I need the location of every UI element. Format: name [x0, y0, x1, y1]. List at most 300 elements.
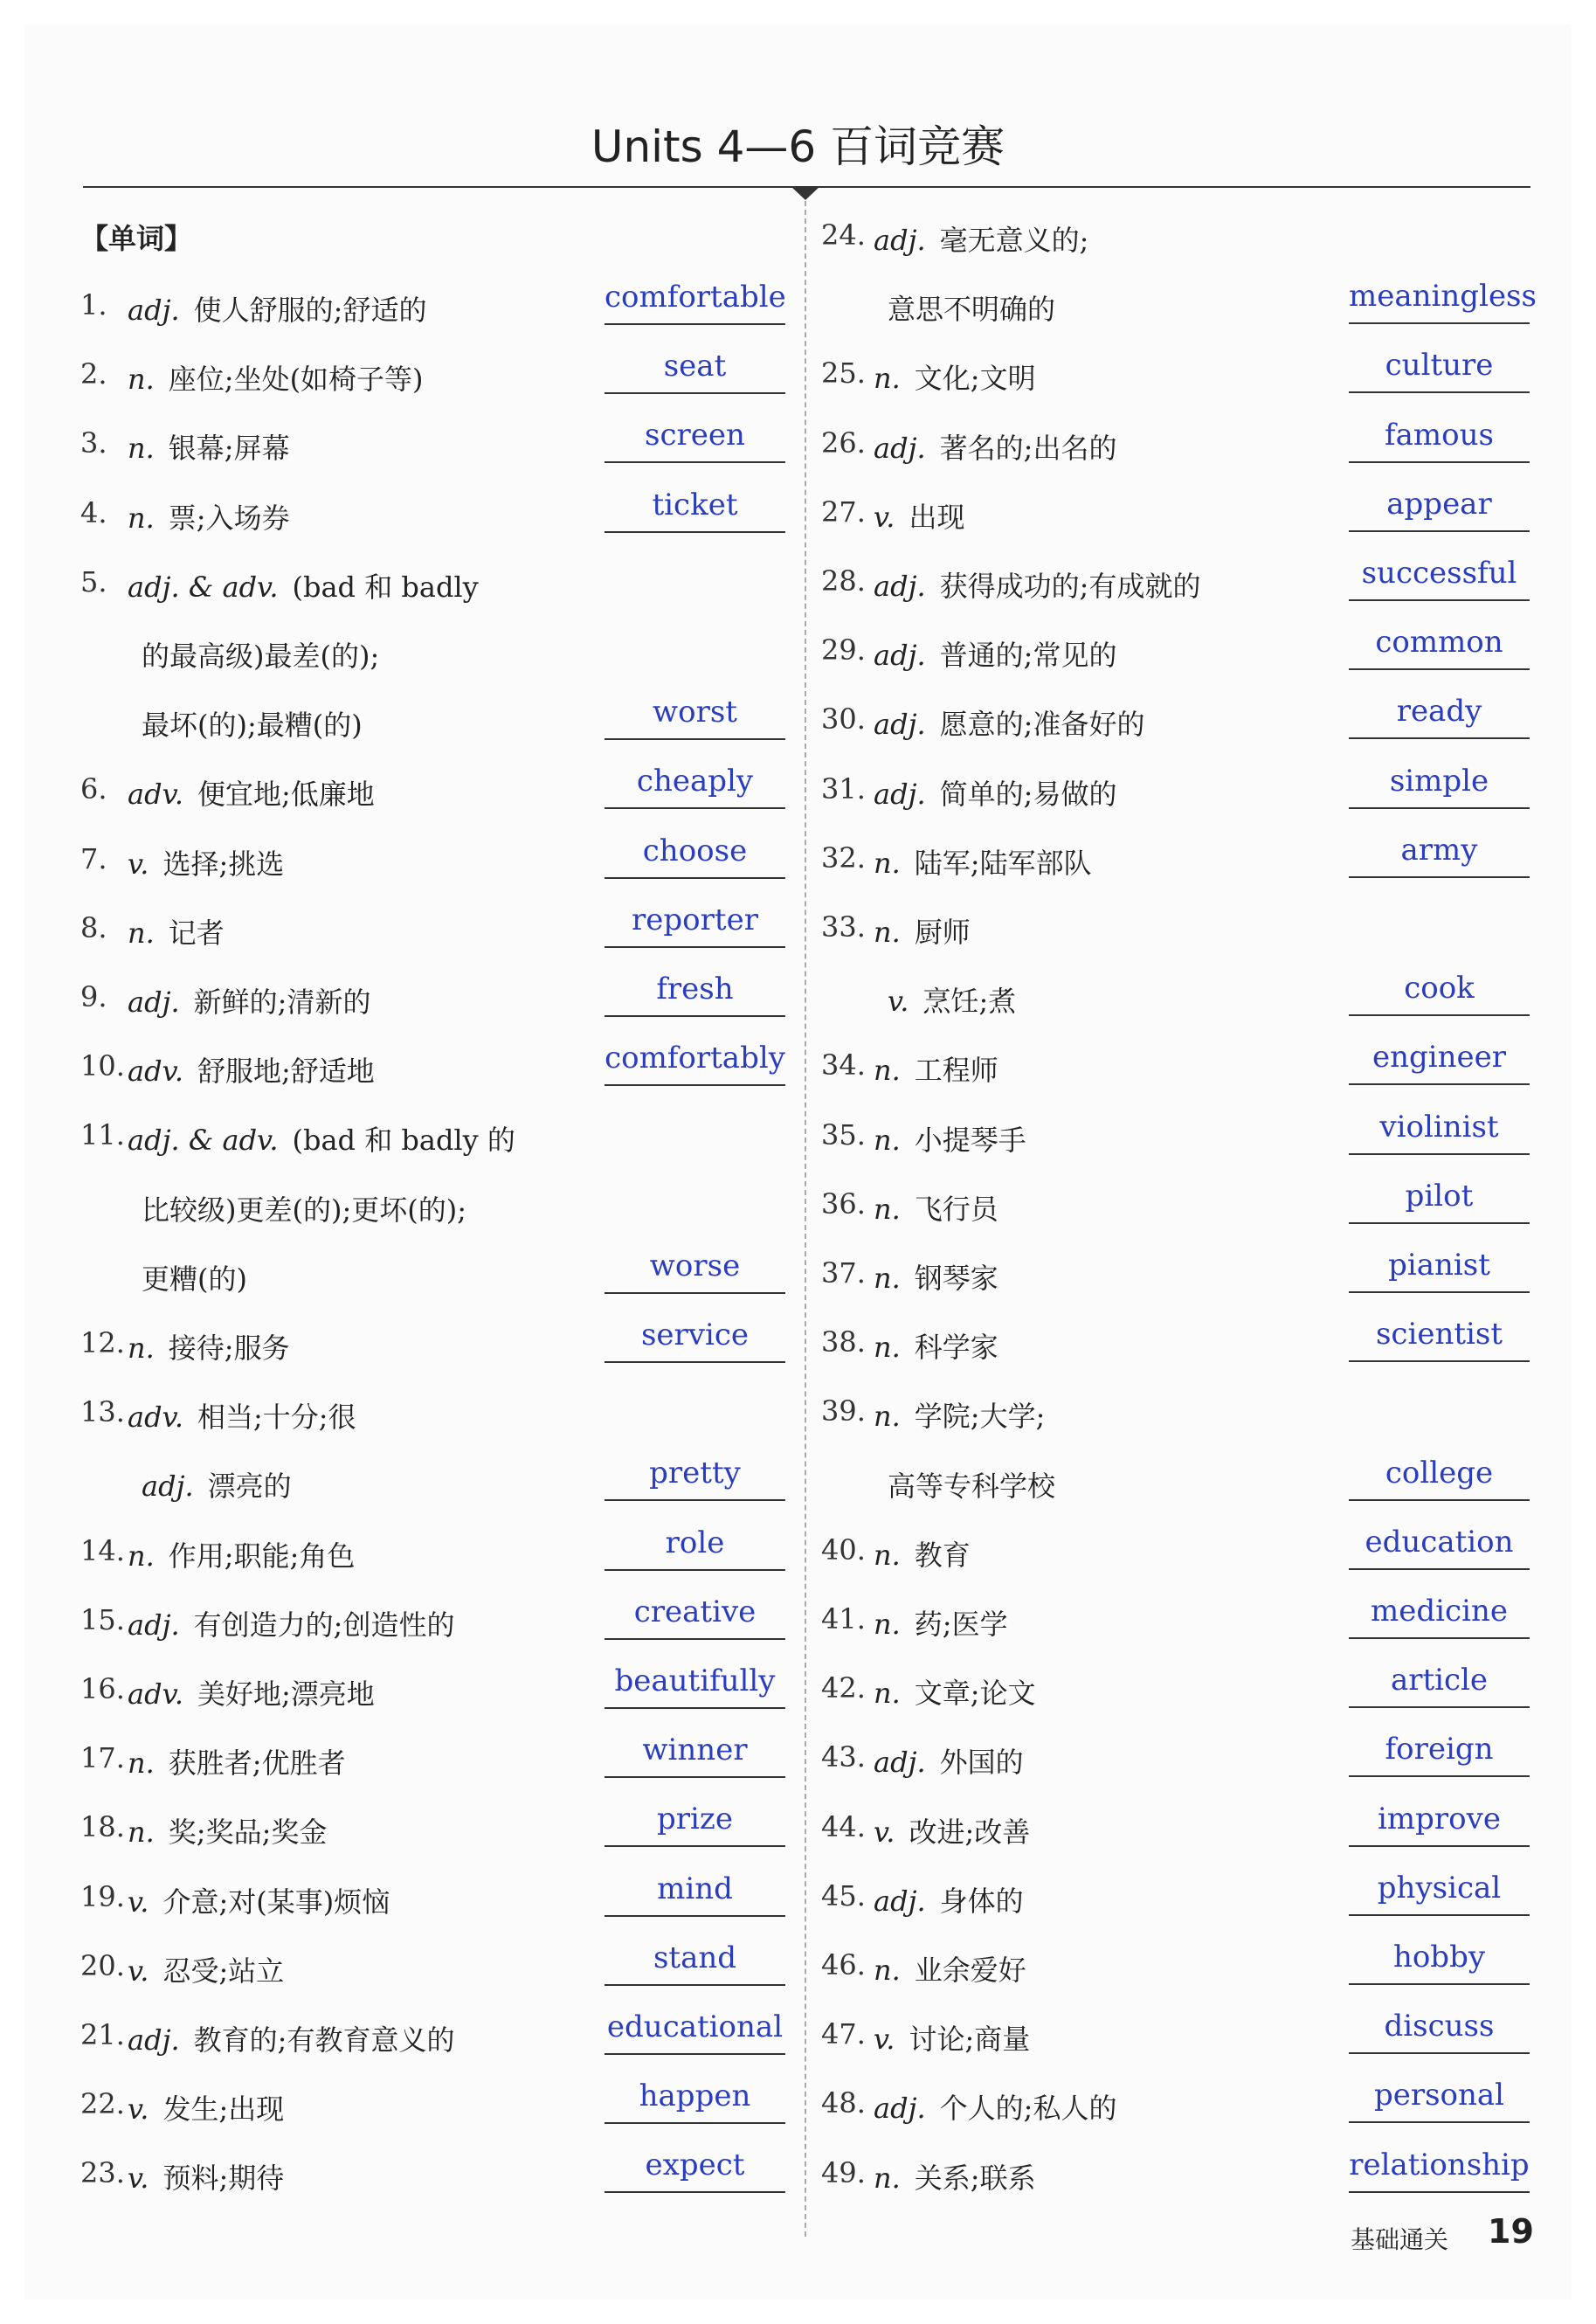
- item-number: 3.: [80, 426, 107, 460]
- answer-word: cheaply: [636, 764, 754, 799]
- vocab-line: [821, 1110, 1530, 1179]
- answer-blank-line: [1349, 599, 1530, 601]
- part-of-speech: n.: [874, 1954, 901, 1987]
- answer-word: creative: [633, 1594, 757, 1629]
- definition-text: 毫无意义的;: [939, 224, 1089, 257]
- part-of-speech: n.: [874, 1608, 901, 1641]
- part-of-speech: n.: [874, 1400, 901, 1434]
- answer-word: screen: [645, 418, 745, 453]
- item-number: 31.: [821, 771, 866, 806]
- part-of-speech: adj.: [128, 1608, 180, 1642]
- item-number: 47.: [821, 2017, 866, 2051]
- item-number: 14.: [80, 1533, 125, 1567]
- definition: [128, 1949, 284, 1989]
- vocab-line: [80, 1663, 792, 1733]
- part-of-speech: n.: [128, 501, 155, 535]
- definition-text: 获胜者;优胜者: [168, 1746, 346, 1781]
- definition-text: 关系;联系: [914, 2161, 1036, 2195]
- definition-text: 更糟(的): [142, 1262, 247, 1296]
- part-of-speech: n.: [874, 1054, 901, 1088]
- definition-text: 高等专科学校: [888, 1469, 1056, 1503]
- answer-word: common: [1375, 625, 1503, 661]
- answer-word: happen: [639, 2078, 751, 2114]
- part-of-speech: n.: [874, 1538, 901, 1572]
- answer-word: famous: [1385, 417, 1494, 453]
- part-of-speech: adj.: [874, 1884, 926, 1918]
- definition: [874, 1740, 1024, 1781]
- item-number: 18.: [80, 1810, 125, 1844]
- section-heading: 【单词】: [80, 222, 193, 255]
- part-of-speech: adj.: [874, 708, 926, 742]
- answer-word: meaningless: [1349, 279, 1537, 315]
- vocab-line: [821, 625, 1530, 695]
- vocab-line: [80, 418, 792, 488]
- item-number: 39.: [821, 1394, 866, 1428]
- part-of-speech: adv.: [128, 778, 184, 812]
- footer-label: 基础通关: [1351, 2225, 1449, 2254]
- answer-blank-line: [605, 461, 785, 463]
- definition: [888, 1464, 1055, 1504]
- definition-text: 作用;职能;角色: [168, 1539, 356, 1573]
- vocab-line: [821, 833, 1530, 903]
- vocab-line: [821, 1871, 1530, 1940]
- definition: [128, 980, 370, 1020]
- vocab-line: [80, 1248, 792, 1318]
- part-of-speech: n.: [128, 363, 155, 397]
- item-number: 40.: [821, 1532, 866, 1567]
- definition-text: 身体的: [939, 1884, 1024, 1918]
- answer-blank-line: [1349, 1706, 1530, 1708]
- answer-blank-line: [1349, 1222, 1530, 1224]
- answer-blank-line: [1349, 2191, 1530, 2193]
- vocab-line: [821, 279, 1537, 349]
- item-number: 30.: [821, 702, 866, 737]
- answer-word: scientist: [1375, 1317, 1503, 1352]
- answer-word: medicine: [1371, 1594, 1508, 1629]
- item-number: 37.: [821, 1256, 866, 1290]
- item-number: 35.: [821, 1117, 866, 1152]
- definition: [128, 288, 426, 329]
- definition-text: 改进;改善: [909, 1815, 1031, 1849]
- part-of-speech: adj.: [874, 1746, 926, 1780]
- definition: [874, 1810, 1030, 1850]
- answer-word: stand: [653, 1940, 737, 1975]
- answer-word: improve: [1378, 1801, 1501, 1836]
- definition-text: 获得成功的;有成就的: [939, 570, 1201, 603]
- definition: [874, 633, 1116, 674]
- answer-blank-line: [605, 1084, 785, 1086]
- answer-blank-line: [605, 531, 785, 533]
- part-of-speech: adj.: [142, 1470, 194, 1504]
- part-of-speech: n.: [874, 846, 901, 880]
- part-of-speech: n.: [874, 2161, 901, 2195]
- definition-text: 学院;大学;: [914, 1400, 1046, 1434]
- answer-blank-line: [1349, 461, 1530, 463]
- vocab-line: [80, 1733, 792, 1802]
- definition: [874, 495, 964, 536]
- item-number: 34.: [821, 1048, 866, 1082]
- definition-text: 选择;挑选: [162, 847, 285, 881]
- definition: [142, 1188, 466, 1228]
- part-of-speech: n.: [874, 1262, 901, 1295]
- definition: [128, 565, 479, 605]
- vocab-line: [821, 1386, 1530, 1456]
- part-of-speech: v.: [128, 1954, 149, 1988]
- vocab-line: [821, 1940, 1530, 2009]
- part-of-speech: n.: [874, 1677, 901, 1711]
- definition: [128, 2087, 284, 2127]
- vocab-line: [80, 1525, 792, 1595]
- answer-word: pianist: [1388, 1248, 1490, 1283]
- part-of-speech: n.: [874, 362, 901, 396]
- vocab-line: [821, 1802, 1530, 1871]
- item-number: 23.: [80, 2156, 125, 2190]
- vocab-line: [80, 1318, 792, 1387]
- definition-text: 出现: [909, 500, 965, 534]
- answer-word: article: [1390, 1663, 1489, 1698]
- definition: [874, 356, 1036, 397]
- definition-text: 工程师: [914, 1054, 998, 1088]
- definition-text: 记者: [168, 916, 225, 950]
- answer-word: comfortable: [605, 280, 786, 315]
- column-divider: [805, 201, 806, 2237]
- vocab-line: [821, 902, 1530, 972]
- vocab-line: [80, 488, 792, 557]
- answer-blank-line: [1349, 530, 1530, 532]
- item-number: 45.: [821, 1878, 866, 1912]
- vocab-line: [80, 1594, 792, 1664]
- part-of-speech: n.: [874, 1331, 901, 1365]
- definition: [874, 1187, 998, 1228]
- vocab-line: [80, 833, 792, 903]
- answer-blank-line: [1349, 1014, 1530, 1016]
- vocab-line: [821, 2009, 1530, 2078]
- answer-word: mind: [657, 1871, 733, 1906]
- definition-text: 座位;坐处(如椅子等): [168, 363, 424, 397]
- part-of-speech: adj.: [128, 986, 180, 1019]
- vocab-line: [80, 764, 792, 833]
- definition-text: 比较级)更差(的);更坏(的);: [142, 1193, 466, 1227]
- answer-blank-line: [1349, 737, 1530, 739]
- definition-text: 业余爱好: [914, 1954, 1026, 1987]
- answer-word: physical: [1377, 1870, 1502, 1906]
- answer-blank-line: [1349, 391, 1530, 393]
- definition: [128, 911, 225, 951]
- definition-text: 使人舒服的;舒适的: [193, 294, 427, 327]
- answer-word: seat: [663, 349, 727, 384]
- vocab-line: [821, 487, 1530, 557]
- item-number: 13.: [80, 1395, 125, 1429]
- answer-blank-line: [1349, 2121, 1530, 2123]
- item-number: 36.: [821, 1186, 866, 1221]
- definition: [874, 1671, 1036, 1712]
- vocab-line: [80, 695, 792, 764]
- answer-word: college: [1385, 1455, 1494, 1491]
- answer-blank-line: [605, 807, 785, 809]
- part-of-speech: v.: [874, 1815, 895, 1849]
- answer-blank-line: [605, 1845, 785, 1847]
- part-of-speech: v.: [128, 2161, 149, 2196]
- vocab-line: [821, 2148, 1530, 2217]
- definition-text: 教育: [914, 1538, 971, 1572]
- vocab-line: [80, 1041, 792, 1110]
- definition-text: 烹饪;煮: [922, 985, 1017, 1019]
- definition: [888, 287, 1055, 328]
- vocab-line: [80, 1179, 792, 1249]
- part-of-speech: n.: [128, 1539, 155, 1573]
- item-number: 21.: [80, 2018, 125, 2051]
- item-number: 2.: [80, 357, 107, 391]
- answer-blank-line: [605, 2053, 785, 2055]
- answer-word: discuss: [1384, 2009, 1495, 2044]
- vocab-line: [821, 348, 1530, 418]
- item-number: 19.: [80, 1879, 125, 1913]
- answer-word: winner: [642, 1733, 748, 1768]
- vocab-line: [80, 1802, 792, 1871]
- answer-blank-line: [1349, 1083, 1530, 1085]
- answer-blank-line: [605, 1776, 785, 1778]
- vocab-line: [80, 903, 792, 972]
- definition-text: 愿意的;准备好的: [939, 708, 1145, 742]
- definition-text: (bad 和 badly: [292, 570, 479, 604]
- definition-text: 美好地;漂亮地: [197, 1677, 375, 1711]
- part-of-speech: n.: [128, 1816, 155, 1850]
- part-of-speech: n.: [128, 916, 155, 950]
- vocab-line: [821, 764, 1530, 833]
- answer-word: role: [665, 1525, 725, 1560]
- item-number: 8.: [80, 910, 107, 944]
- item-number: 28.: [821, 564, 866, 598]
- vocab-line: [821, 1317, 1530, 1387]
- definition-text: 有创造力的;创造性的: [193, 1608, 455, 1642]
- answer-word: ticket: [652, 487, 738, 522]
- answer-blank-line: [1349, 1360, 1530, 1362]
- part-of-speech: adj.: [874, 639, 926, 673]
- vocab-line: [80, 1456, 792, 1525]
- item-number: 20.: [80, 1948, 125, 1982]
- item-number: 25.: [821, 356, 866, 391]
- answer-blank-line: [605, 1984, 785, 1986]
- answer-blank-line: [605, 1499, 785, 1501]
- definition-text: 预料;期待: [162, 2161, 285, 2196]
- part-of-speech: v.: [874, 500, 895, 534]
- vocab-line: [80, 1110, 792, 1179]
- vocab-line: [80, 2148, 792, 2217]
- vocab-line: [821, 210, 1530, 280]
- item-number: 1.: [80, 288, 107, 322]
- answer-word: hobby: [1392, 1940, 1486, 1975]
- vocab-line: [821, 1663, 1530, 1733]
- vocab-line: [80, 972, 792, 1041]
- vocab-line: [80, 1940, 792, 2010]
- answer-blank-line: [1349, 668, 1530, 670]
- definition-text: 小提琴手: [914, 1123, 1026, 1157]
- definition: [874, 772, 1116, 813]
- definition-text: 简单的;易做的: [939, 777, 1117, 811]
- answer-blank-line: [605, 1707, 785, 1709]
- vocab-line: [821, 971, 1530, 1041]
- answer-word: choose: [642, 833, 748, 868]
- definition-text: (bad 和 badly 的: [292, 1124, 515, 1158]
- part-of-speech: adv.: [128, 1677, 184, 1711]
- item-number: 48.: [821, 2086, 866, 2120]
- part-of-speech: adj. & adv.: [128, 570, 279, 604]
- item-number: 11.: [80, 1118, 125, 1152]
- vocab-line: [821, 1040, 1530, 1110]
- definition: [128, 2018, 454, 2058]
- item-number: 33.: [821, 910, 866, 944]
- answer-word: service: [640, 1318, 750, 1352]
- vocab-line: [80, 1387, 792, 1456]
- part-of-speech: adj.: [874, 224, 926, 257]
- answer-blank-line: [1349, 807, 1530, 809]
- definition: [142, 703, 363, 744]
- part-of-speech: v.: [128, 2092, 149, 2127]
- definition: [874, 1879, 1024, 1919]
- item-number: 32.: [821, 840, 866, 875]
- vocab-line: [821, 694, 1530, 764]
- rule-notch: [791, 186, 820, 200]
- definition: [874, 2017, 1030, 2058]
- definition-text: 钢琴家: [914, 1262, 998, 1295]
- definition: [874, 2086, 1116, 2127]
- definition: [128, 496, 290, 536]
- vocab-line: [821, 556, 1530, 626]
- definition-text: 舒服地;舒适地: [197, 1055, 375, 1089]
- item-number: 4.: [80, 495, 107, 529]
- definition-text: 接待;服务: [168, 1331, 290, 1365]
- vocab-line: [821, 1456, 1530, 1525]
- definition: [874, 1256, 998, 1297]
- definition: [888, 979, 1016, 1020]
- definition: [128, 426, 290, 467]
- answer-word: worse: [649, 1248, 741, 1283]
- vocab-line: [80, 2009, 792, 2079]
- item-number: 38.: [821, 1325, 866, 1359]
- item-number: 22.: [80, 2087, 125, 2121]
- vocab-line: [821, 1594, 1530, 1663]
- definition-text: 的最高级)最差(的);: [142, 640, 380, 673]
- part-of-speech: n.: [874, 916, 901, 949]
- answer-word: pilot: [1405, 1178, 1474, 1214]
- definition: [128, 1049, 375, 1089]
- answer-word: pretty: [649, 1456, 741, 1491]
- answer-blank-line: [605, 1569, 785, 1571]
- definition-text: 著名的;出名的: [939, 431, 1117, 465]
- answer-blank-line: [1349, 1983, 1530, 1985]
- answer-blank-line: [1349, 2052, 1530, 2054]
- answer-blank-line: [605, 1361, 785, 1363]
- definition-text: 个人的;私人的: [939, 2092, 1117, 2126]
- answer-word: fresh: [656, 972, 734, 1006]
- answer-word: ready: [1396, 694, 1482, 730]
- definition: [128, 1672, 375, 1712]
- part-of-speech: adj.: [874, 2092, 926, 2126]
- answer-blank-line: [605, 392, 785, 394]
- vocab-line: [80, 2078, 792, 2148]
- part-of-speech: v.: [128, 847, 149, 881]
- answer-blank-line: [1349, 1637, 1530, 1639]
- definition-text: 厨师: [914, 916, 971, 949]
- answer-word: cook: [1404, 971, 1475, 1006]
- item-number: 16.: [80, 1672, 125, 1705]
- answer-blank-line: [605, 1638, 785, 1640]
- answer-blank-line: [605, 323, 785, 325]
- definition: [142, 634, 379, 674]
- definition: [874, 1325, 998, 1366]
- answer-word: educational: [606, 2009, 784, 2044]
- answer-word: prize: [657, 1802, 733, 1837]
- item-number: 43.: [821, 1740, 866, 1774]
- answer-word: engineer: [1371, 1040, 1507, 1076]
- vocab-line: [821, 1525, 1530, 1594]
- definition-text: 相当;十分;很: [197, 1401, 356, 1435]
- item-number: 10.: [80, 1049, 125, 1083]
- answer-blank-line: [1349, 1499, 1530, 1501]
- answer-word: worst: [653, 695, 737, 730]
- answer-blank-line: [605, 2122, 785, 2124]
- answer-word: reporter: [632, 902, 758, 937]
- part-of-speech: adj. & adv.: [128, 1124, 279, 1158]
- answer-word: beautifully: [614, 1663, 776, 1698]
- definition: [874, 564, 1200, 605]
- answer-word: appear: [1386, 486, 1492, 522]
- definition: [874, 1948, 1026, 1989]
- answer-word: comfortably: [605, 1041, 785, 1076]
- answer-blank-line: [605, 1915, 785, 1917]
- answer-blank-line: [605, 2191, 785, 2193]
- answer-word: personal: [1373, 2078, 1505, 2113]
- definition: [142, 1257, 247, 1297]
- item-number: 17.: [80, 1741, 125, 1775]
- definition: [874, 1533, 971, 1574]
- definition: [874, 2156, 1036, 2196]
- definition: [128, 1395, 356, 1435]
- answer-word: successful: [1361, 556, 1517, 591]
- item-number: 41.: [821, 1602, 866, 1636]
- definition-text: 奖;奖品;奖金: [168, 1816, 328, 1850]
- item-number: 42.: [821, 1671, 866, 1705]
- item-number: 12.: [80, 1326, 125, 1359]
- answer-word: expect: [645, 2148, 745, 2183]
- part-of-speech: adj.: [874, 570, 926, 603]
- page-title: Units 4—6 百词竞赛: [591, 121, 1005, 172]
- item-number: 46.: [821, 1948, 866, 1982]
- definition: [142, 1464, 292, 1504]
- vocab-line: [80, 349, 792, 418]
- definition-text: 讨论;商量: [909, 2023, 1031, 2057]
- answer-word: relationship: [1349, 2147, 1530, 2182]
- answer-blank-line: [1349, 1775, 1530, 1777]
- answer-blank-line: [605, 738, 785, 740]
- vocab-line: [80, 1871, 792, 1941]
- item-number: 27.: [821, 495, 866, 529]
- item-number: 29.: [821, 633, 866, 667]
- definition-text: 文章;论文: [914, 1677, 1036, 1711]
- definition-text: 新鲜的;清新的: [193, 986, 371, 1019]
- answer-word: foreign: [1385, 1732, 1494, 1767]
- vocab-line: [80, 280, 792, 349]
- definition-text: 陆军;陆军部队: [914, 846, 1092, 880]
- definition-text: 药;医学: [914, 1608, 1008, 1641]
- answer-word: education: [1365, 1524, 1514, 1560]
- item-number: 24.: [821, 218, 866, 252]
- definition-text: 介意;对(某事)烦恼: [162, 1885, 390, 1919]
- page-number: 19: [1488, 2212, 1534, 2251]
- definition: [874, 1118, 1026, 1159]
- part-of-speech: adv.: [128, 1401, 184, 1435]
- answer-blank-line: [1349, 1914, 1530, 1916]
